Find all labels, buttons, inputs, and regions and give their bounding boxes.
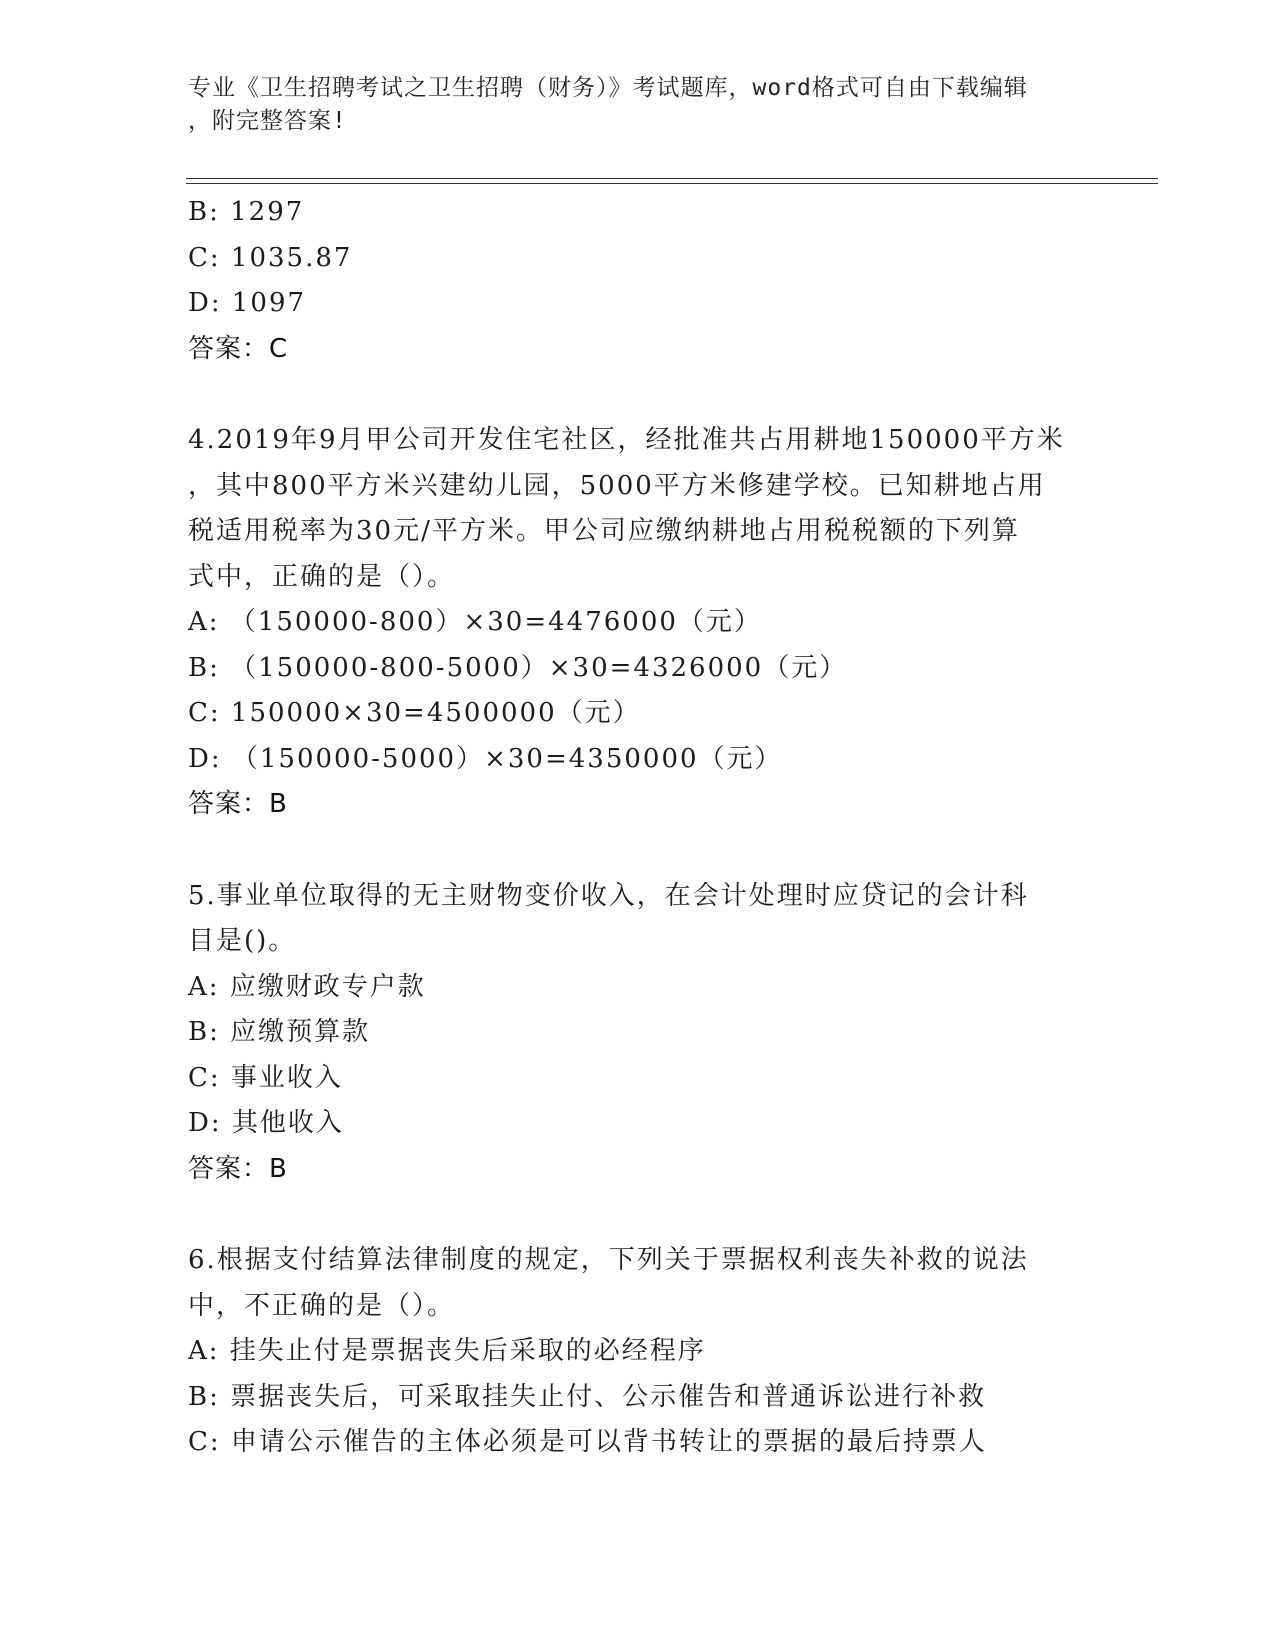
header-line-1: 专业《卫生招聘考试之卫生招聘（财务）》考试题库，word格式可自由下载编辑 <box>188 75 1028 101</box>
option-d: D: （150000-5000）×30=4350000（元） <box>188 743 783 774</box>
option-d: D: 其他收入 <box>188 1108 344 1138</box>
spacer <box>188 372 1088 418</box>
option-b: B: 票据丧失后，可采取挂失止付、公示催告和普通诉讼进行补救 <box>188 1381 987 1412</box>
stem-line: 4.2019年9月甲公司开发住宅社区，经批准共占用耕地150000平方米 <box>188 425 1065 455</box>
question-3-tail <box>188 190 1088 372</box>
stem-line: 式中，正确的是（）。 <box>188 561 456 592</box>
option-d: D: 1097 <box>188 288 307 318</box>
document-header <box>188 72 1088 138</box>
answer: 答案：B <box>188 789 288 819</box>
stem-line: 中，不正确的是（）。 <box>188 1290 456 1321</box>
option-a: A: 挂失止付是票据丧失后采取的必经程序 <box>188 1336 706 1366</box>
option-b: B: （150000-800-5000）×30=4326000（元） <box>188 652 848 683</box>
spacer <box>188 828 1088 874</box>
question-stem <box>188 418 1088 600</box>
option-b: B: 应缴预算款 <box>188 1017 371 1047</box>
question-stem <box>188 874 1088 965</box>
option-a: A: 应缴财政专户款 <box>188 971 426 1002</box>
stem-line: 5.事业单位取得的无主财物变价收入，在会计处理时应贷记的会计科 <box>188 880 1029 911</box>
answer: 答案：B <box>188 1153 288 1184</box>
stem-line: 6.根据支付结算法律制度的规定，下列关于票据权利丧失补救的说法 <box>188 1245 1029 1275</box>
answer: 答案：C <box>188 333 289 364</box>
question-list <box>188 190 1088 1466</box>
question-6 <box>188 1238 1088 1466</box>
option-c: C: 1035.87 <box>188 242 353 273</box>
option-c: C: 申请公示催告的主体必须是可以背书转让的票据的最后持票人 <box>188 1427 987 1457</box>
option-c: C: 事业收入 <box>188 1062 343 1093</box>
option-b: B: 1297 <box>188 197 305 227</box>
spacer <box>188 1192 1088 1238</box>
header-rule-bottom <box>186 183 1158 184</box>
stem-line: 目是()。 <box>188 926 297 956</box>
question-4 <box>188 418 1088 828</box>
stem-line: ，其中800平方米兴建幼儿园，5000平方米修建学校。已知耕地占用 <box>188 470 1046 501</box>
stem-line: 税适用税率为30元/平方米。甲公司应缴纳耕地占用税税额的下列算 <box>188 516 1020 546</box>
question-stem <box>188 1238 1088 1329</box>
header-rule-top <box>186 178 1158 179</box>
header-line-2: ，附完整答案! <box>188 108 347 134</box>
question-5 <box>188 874 1088 1193</box>
option-c: C: 150000×30=4500000（元） <box>188 698 641 728</box>
option-a: A: （150000-800）×30=4476000（元） <box>188 607 762 637</box>
